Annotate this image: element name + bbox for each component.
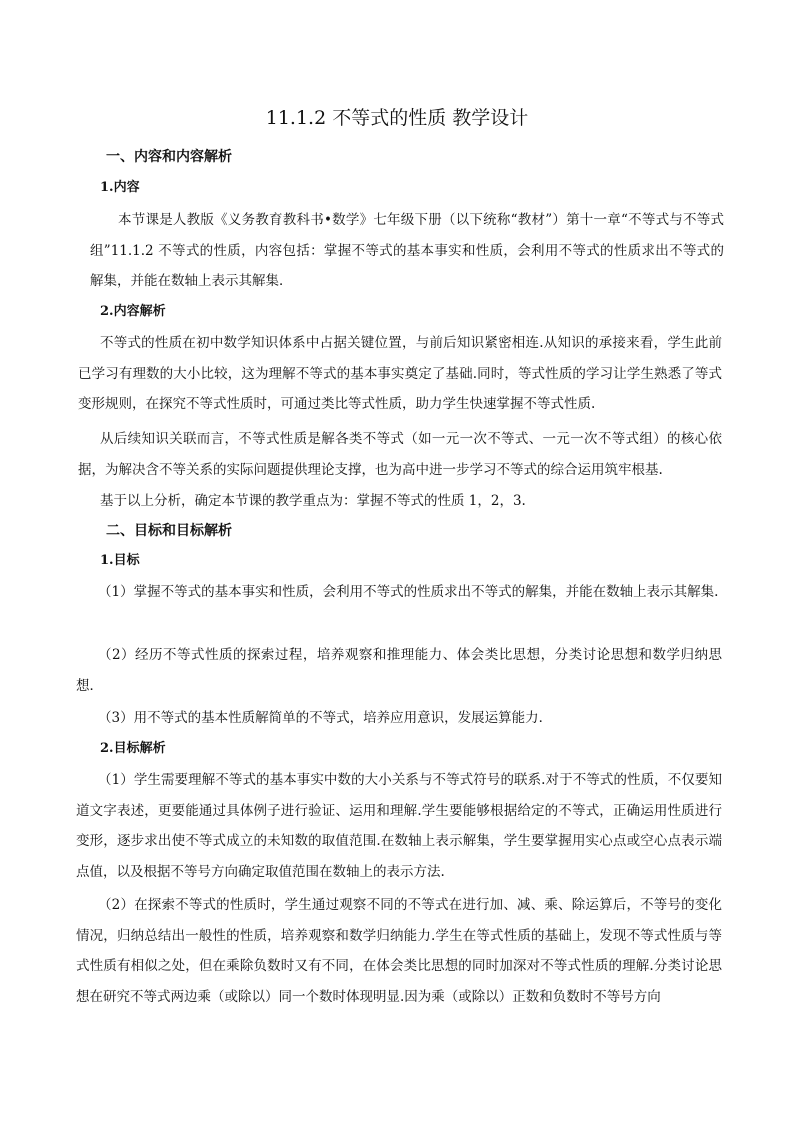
paragraph-content-analysis-2: 从后续知识关联而言，不等式性质是解各类不等式（如一元一次不等式、一元一次不等式组）的核心依据，为解决含不等关系的实际问题提供理论支撑，也为高中进一步学习不等式的综合运用筑牢根基. <box>78 431 722 478</box>
paragraph-content: 本节课是人教版《义务教育教科书•数学》七年级下册（以下统称“教材”）第十一章“不等式与不等式组”11.1.2 不等式的性质，内容包括：掌握不等式的基本事实和性质，会利用不等式的性质求出不等式的解集，并能在数轴上表示其解集． <box>90 212 724 289</box>
subsection-heading-goal-analysis: 2.目标解析 <box>100 741 166 756</box>
document-title: 11.1.2 不等式的性质 教学设计 <box>265 107 529 129</box>
subsection-heading-content-analysis: 2.内容解析 <box>100 304 166 319</box>
paragraph-teaching-focus: 基于以上分析，确定本节课的教学重点为：掌握不等式的性质 1，2，3. <box>100 493 526 509</box>
goal-analysis-paragraph-2: （2）在探索不等式的性质时，学生通过观察不同的不等式在进行加、减、乘、除运算后，不等号的变化情况，归纳总结出一般性的性质，培养观察和数学归纳能力.学生在等式性质的基础上，发现不等式性质与等式性质有相似之处，但在乘除负数时又有不同，在体会类比思想的同时加深对不等式性质的理解.分类讨论思想在研究不等式两边乘（或除以）同一个数时体现明显.因为乘（或除以）正数和负数时不等号方向 <box>76 897 722 1005</box>
section-heading-content: 一、内容和内容解析 <box>106 149 232 165</box>
goal-item-3: （3）用不等式的基本性质解简单的不等式，培养应用意识，发展运算能力． <box>98 710 553 726</box>
subsection-heading-content: 1.内容 <box>100 180 140 195</box>
section-heading-goals: 二、目标和目标解析 <box>106 523 232 539</box>
goal-analysis-paragraph-1: （1）学生需要理解不等式的基本事实中数的大小关系与不等式符号的联系.对于不等式的性质，不仅要知道文字表述，更要能通过具体例子进行验证、运用和理解.学生要能够根据给定的不等式，正确运用性质进行变形，逐步求出使不等式成立的未知数的取值范围.在数轴上表示解集，学生要掌握用实心点或空心点表示端点值，以及根据不等号方向确定取值范围在数轴上的表示方法. <box>76 772 722 880</box>
subsection-heading-goals: 1.目标 <box>100 553 140 568</box>
goal-item-1: （1）掌握不等式的基本事实和性质，会利用不等式的性质求出不等式的解集，并能在数轴上表示其解集. <box>98 584 719 600</box>
paragraph-content-analysis-1: 不等式的性质在初中数学知识体系中占据关键位置，与前后知识紧密相连.从知识的承接来看，学生此前已学习有理数的大小比较，这为理解不等式的基本事实奠定了基础.同时，等式性质的学习让学生熟悉了等式变形规则，在探究不等式性质时，可通过类比等式性质，助力学生快速掌握不等式性质. <box>78 335 722 412</box>
goal-item-2: （2）经历不等式性质的探索过程，培养观察和推理能力、体会类比思想，分类讨论思想和数学归纳思想． <box>76 647 722 694</box>
